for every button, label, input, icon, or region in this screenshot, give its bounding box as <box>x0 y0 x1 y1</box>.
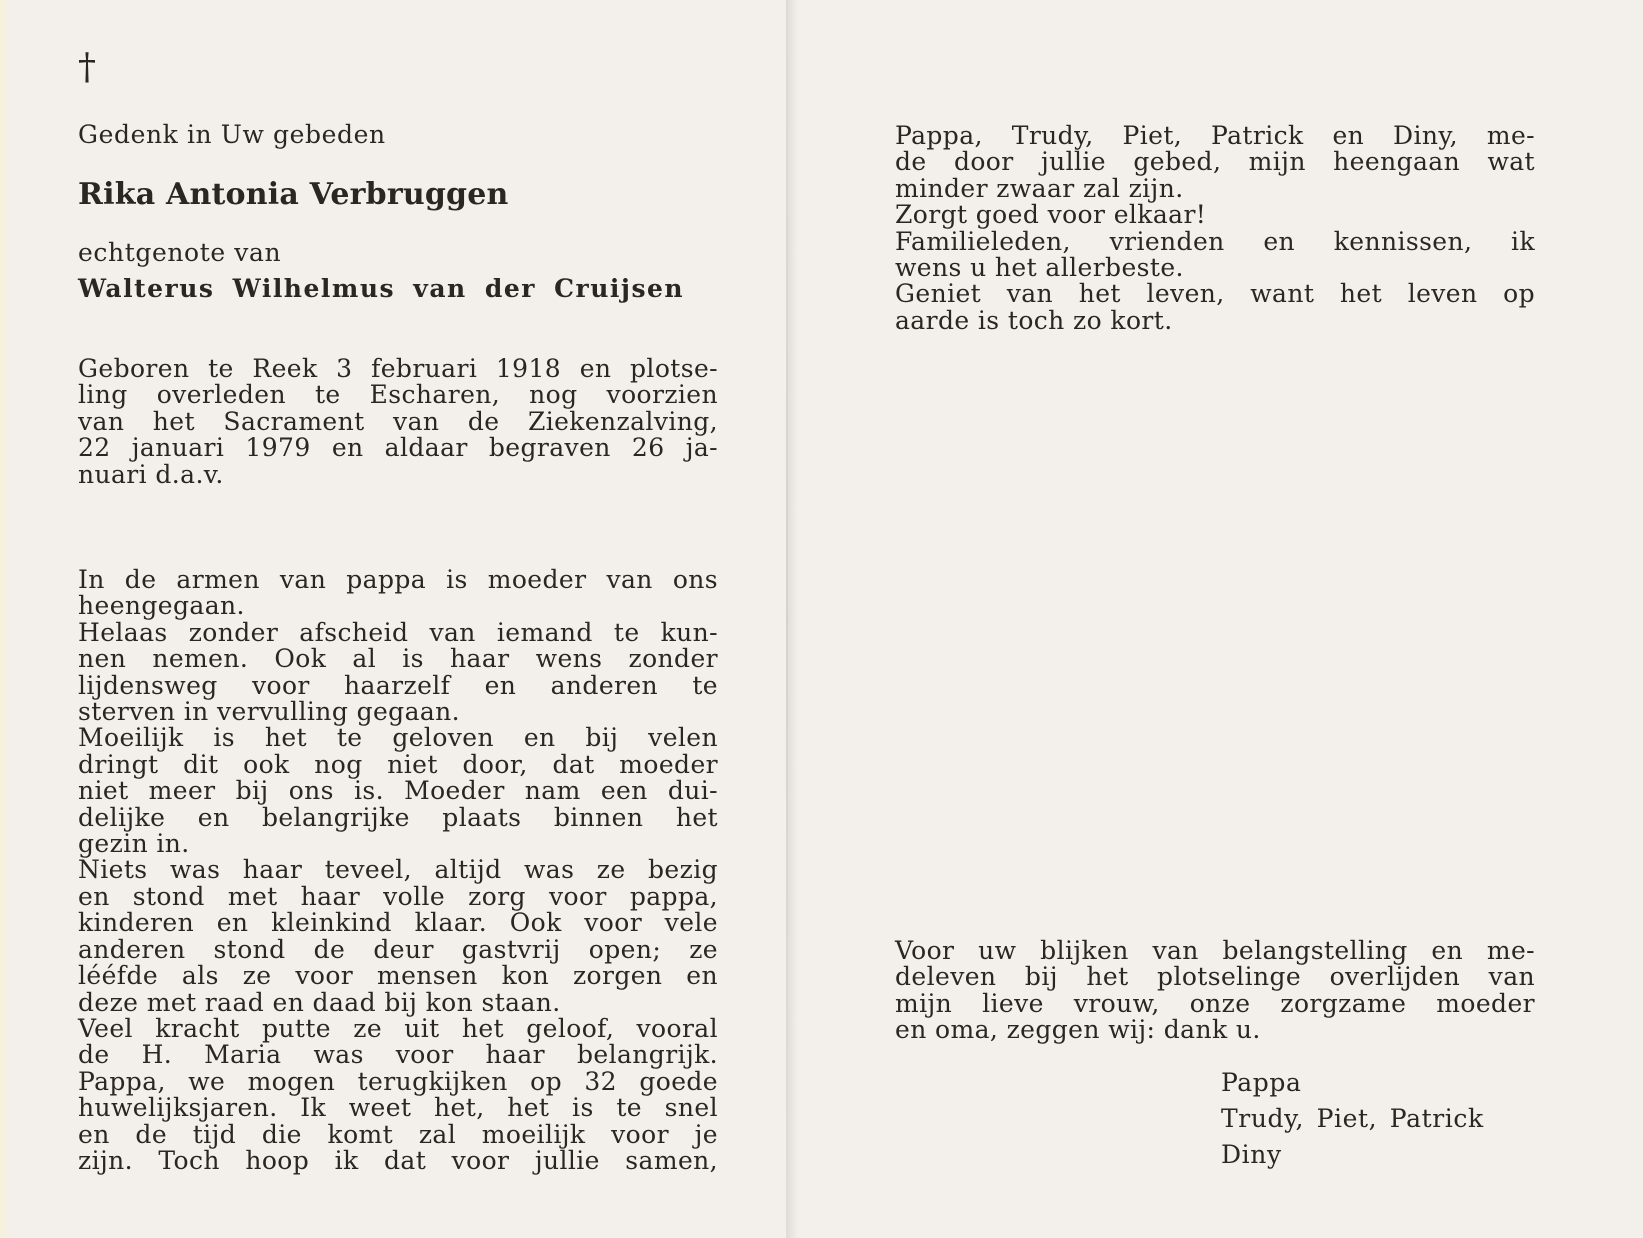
signature-line: Diny <box>1221 1140 1282 1169</box>
text-line: Familieleden, vrienden en kennissen, ik <box>895 226 1535 256</box>
text-line: heengegaan. <box>78 591 245 621</box>
text-line: niet meer bij ons is. Moeder nam een dui- <box>78 776 718 806</box>
text-line: nuari d.a.v. <box>78 459 224 489</box>
text-line: wens u het allerbeste. <box>895 253 1184 283</box>
spouse-intro: echtgenote van <box>78 238 282 267</box>
card-fold-shadow <box>788 0 798 1238</box>
text-line: Pappa, Trudy, Piet, Patrick en Diny, me- <box>895 121 1535 150</box>
text-line: mijn lieve vrouw, onze zorgzame moeder <box>895 988 1535 1018</box>
text-line: lééfde als ze voor mensen kon zorgen en <box>78 961 718 991</box>
text-line: Zorgt goed voor elkaar! <box>895 200 1207 230</box>
text-line: anderen stond de deur gastvrij open; ze <box>78 934 718 964</box>
text-line: Voor uw blijken van belangstelling en me- <box>895 936 1535 965</box>
text-line: Helaas zonder afscheid van iemand te kun- <box>78 617 718 647</box>
text-line: van het Sacrament van de Ziekenzalving, <box>78 406 718 436</box>
text-line: sterven in vervulling gegaan. <box>78 697 461 727</box>
text-line: lijdensweg voor haarzelf en anderen te <box>78 670 718 700</box>
birth-death-paragraph <box>78 356 718 488</box>
text-line: delijke en belangrijke plaats binnen het <box>78 802 718 832</box>
text-line: nen nemen. Ook al is haar wens zonder <box>78 644 718 674</box>
paper-edge <box>0 0 10 1238</box>
spouse-name: Walterus Wilhelmus van der Cruijsen <box>78 274 685 303</box>
text-line: gezin in. <box>78 829 190 859</box>
text-line: de door jullie gebed, mijn heengaan wat <box>895 147 1535 177</box>
signature-line: Trudy, Piet, Patrick <box>1221 1104 1484 1133</box>
text-line: minder zwaar zal zijn. <box>895 173 1184 203</box>
text-line: en stond met haar volle zorg voor pappa, <box>78 881 718 911</box>
farewell-message-paragraph <box>895 123 1535 334</box>
cross-icon: † <box>78 47 96 88</box>
text-line: deze met raad en daad bij kon staan. <box>78 987 561 1017</box>
text-line: Geboren te Reek 3 februari 1918 en plotse- <box>78 354 718 383</box>
text-line: deleven bij het plotselinge overlijden van <box>895 962 1535 992</box>
text-line: Veel kracht putte ze uit het geloof, vooral <box>78 1013 718 1043</box>
text-line: en de tijd die komt zal moeilijk voor je <box>78 1119 718 1149</box>
text-line: In de armen van pappa is moeder van ons <box>78 565 718 594</box>
text-line: dringt dit ook nog niet door, dat moeder <box>78 749 718 779</box>
text-line: Geniet van het leven, want het leven op <box>895 279 1535 309</box>
thanks-paragraph <box>895 938 1535 1044</box>
text-line: en oma, zeggen wij: dank u. <box>895 1015 1261 1045</box>
text-line: Niets was haar teveel, altijd was ze bezig <box>78 855 718 885</box>
text-line: zijn. Toch hoop ik dat voor jullie samen, <box>78 1145 718 1175</box>
deceased-name: Rika Antonia Verbruggen <box>78 177 509 212</box>
text-line: Pappa, we mogen terugkijken op 32 goede <box>78 1066 718 1096</box>
text-line: huwelijksjaren. Ik weet het, het is te snel <box>78 1093 718 1123</box>
text-line: 22 januari 1979 en aldaar begraven 26 ja- <box>78 433 718 463</box>
text-line: kinderen en kleinkind klaar. Ook voor vele <box>78 908 718 938</box>
text-line: Moeilijk is het te geloven en bij velen <box>78 723 718 753</box>
text-line: aarde is toch zo kort. <box>895 305 1173 335</box>
tribute-paragraph <box>78 567 718 1174</box>
text-line: ling overleden te Escharen, nog voorzien <box>78 380 718 410</box>
prayer-request: Gedenk in Uw gebeden <box>78 120 386 149</box>
text-line: de H. Maria was voor haar belangrijk. <box>78 1040 718 1070</box>
signature-line: Pappa <box>1221 1068 1302 1097</box>
